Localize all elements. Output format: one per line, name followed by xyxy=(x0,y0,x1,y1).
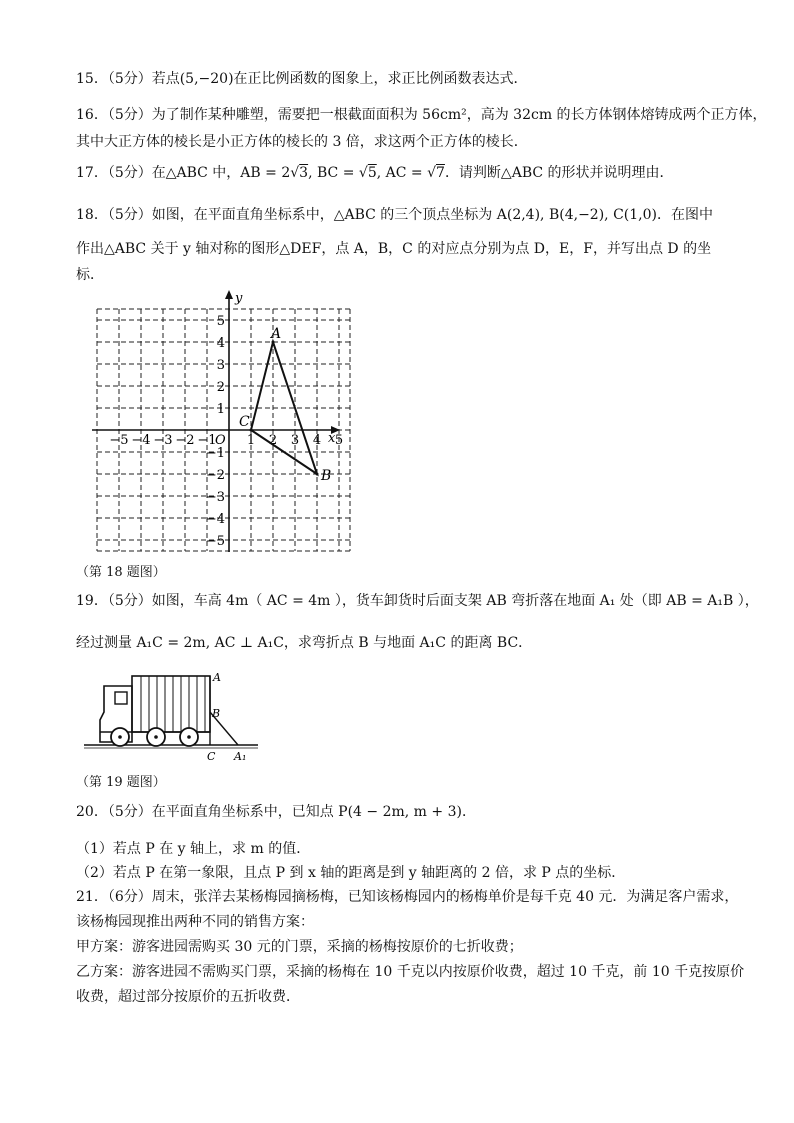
radicand-7: 7 xyxy=(436,165,445,181)
cargo-slats xyxy=(141,676,205,732)
sqrt-symbol: √ xyxy=(358,165,368,181)
problem-16-line-2: 其中大正方体的棱长是小正方体的棱长的 3 倍，求这两个正方体的棱长． xyxy=(76,134,528,150)
y-tick-label: 4 xyxy=(216,336,225,351)
problem-20-sub-1: （1）若点 P 在 y 轴上，求 m 的值． xyxy=(76,841,311,857)
y-tick-label: −4 xyxy=(205,512,225,527)
problem-21-line-5: 收费，超过部分按原价的五折收费． xyxy=(76,989,300,1005)
vertex-label-a: A xyxy=(271,326,282,342)
wheel xyxy=(111,728,129,746)
x-tick-label: −2 xyxy=(175,433,195,448)
vertex-c xyxy=(250,429,253,432)
origin-label: O xyxy=(215,433,226,448)
label-a1: A₁ xyxy=(234,750,247,763)
label-c: C xyxy=(207,750,216,763)
vertex-b xyxy=(316,473,319,476)
x-tick-label: −3 xyxy=(153,433,173,448)
problem-21-line-2: 该杨梅园现推出两种不同的销售方案： xyxy=(76,914,314,930)
figure-19-caption: （第 19 题图） xyxy=(76,775,166,790)
y-axis-label: y xyxy=(235,291,243,306)
x-tick-label: −4 xyxy=(131,433,151,448)
x-tick-label: 3 xyxy=(290,433,300,448)
sqrt-symbol: √ xyxy=(427,165,437,181)
problem-21-line-1: 21．（6分）周末，张洋去某杨梅园摘杨梅，已知该杨梅园内的杨梅单价是每千克 40 元．为满足客户需求， xyxy=(76,889,739,905)
figure-18-caption: （第 18 题图） xyxy=(76,565,166,580)
x-axis-label: x xyxy=(328,431,336,446)
vertex-label-c: C xyxy=(239,414,250,430)
wheel xyxy=(147,728,165,746)
cab-window xyxy=(115,692,127,704)
problem-21-line-4: 乙方案：游客进园不需购买门票，采摘的杨梅在 10 千克以内按原价收费，超过 10 千克，前 10 千克按原价 xyxy=(76,964,745,980)
y-tick-label: 3 xyxy=(216,358,225,373)
figure-18-coordinate-grid xyxy=(84,286,354,556)
problem-19-line-1: 19．（5分）如图，车高 4m（ AC = 4m ），货车卸货时后面支架 AB 弯折落在地面 A₁ 处（即 AB = A₁B ）， xyxy=(76,593,759,609)
problem-18-line-3: 标． xyxy=(76,267,104,283)
x-tick-label: 4 xyxy=(312,433,322,448)
figure-19-truck xyxy=(80,665,270,765)
y-tick-label: 2 xyxy=(216,380,225,395)
x-tick-label: −1 xyxy=(197,433,217,448)
problem-17-prefix: 17．（5分）在△ABC 中，AB = 2 xyxy=(76,165,291,181)
x-tick-label: 5 xyxy=(334,433,344,448)
problem-20-sub-2: （2）若点 P 在第一象限，且点 P 到 x 轴的距离是到 y 轴距离的 2 倍，求 P 点的坐标． xyxy=(76,865,626,881)
wheel xyxy=(180,728,198,746)
problem-21-line-3: 甲方案：游客进园需购买 30 元的门票，采摘的杨梅按原价的七折收费； xyxy=(76,939,523,955)
problem-18-line-1: 18．（5分）如图，在平面直角坐标系中，△ABC 的三个顶点坐标为 A(2,4), B(4,−2), C(1,0)．在图中 xyxy=(76,207,713,223)
x-tick-label: 2 xyxy=(268,433,278,448)
y-tick-label: −1 xyxy=(205,446,225,461)
y-tick-label: −5 xyxy=(205,534,225,549)
y-axis-arrow xyxy=(225,290,233,299)
cargo-box xyxy=(132,676,210,732)
x-tick-label: −5 xyxy=(109,433,129,448)
vertex-label-b: B xyxy=(321,468,332,484)
radicand-3: 3 xyxy=(299,165,309,181)
label-a: A xyxy=(213,671,221,684)
problem-16-line-1: 16．（5分）为了制作某种雕塑，需要把一根截面面积为 56cm²，高为 32cm 的长方体钢体熔铸成两个正方体， xyxy=(76,107,767,123)
radicand-5: 5 xyxy=(367,165,377,181)
label-b: B xyxy=(212,707,221,720)
y-tick-label: −2 xyxy=(205,468,225,483)
y-tick-label: 5 xyxy=(216,314,225,329)
problem-17-mid-1: , BC = xyxy=(308,165,359,181)
x-tick-label: 1 xyxy=(246,433,256,448)
problem-17-mid-2: , AC = xyxy=(376,165,428,181)
problem-18-line-2: 作出△ABC 关于 y 轴对称的图形△DEF，点 A，B，C 的对应点分别为点 D，E，F，并写出点 D 的坐 xyxy=(76,241,712,257)
tick-labels xyxy=(109,314,343,549)
y-tick-label: −3 xyxy=(205,490,225,505)
y-tick-label: 1 xyxy=(216,402,225,417)
problem-17 xyxy=(76,164,674,182)
problem-15: 15．（5分）若点(5,−20)在正比例函数的图象上，求正比例函数表达式． xyxy=(76,71,528,87)
problem-20-line-1: 20．（5分）在平面直角坐标系中，已知点 P(4 − 2m, m + 3)． xyxy=(76,804,476,820)
problem-17-suffix: ．请判断△ABC 的形状并说明理由． xyxy=(444,165,674,181)
problem-19-line-2: 经过测量 A₁C = 2m, AC ⊥ A₁C，求弯折点 B 与地面 A₁C 的距离 BC． xyxy=(76,635,533,651)
sqrt-symbol: √ xyxy=(290,165,300,181)
